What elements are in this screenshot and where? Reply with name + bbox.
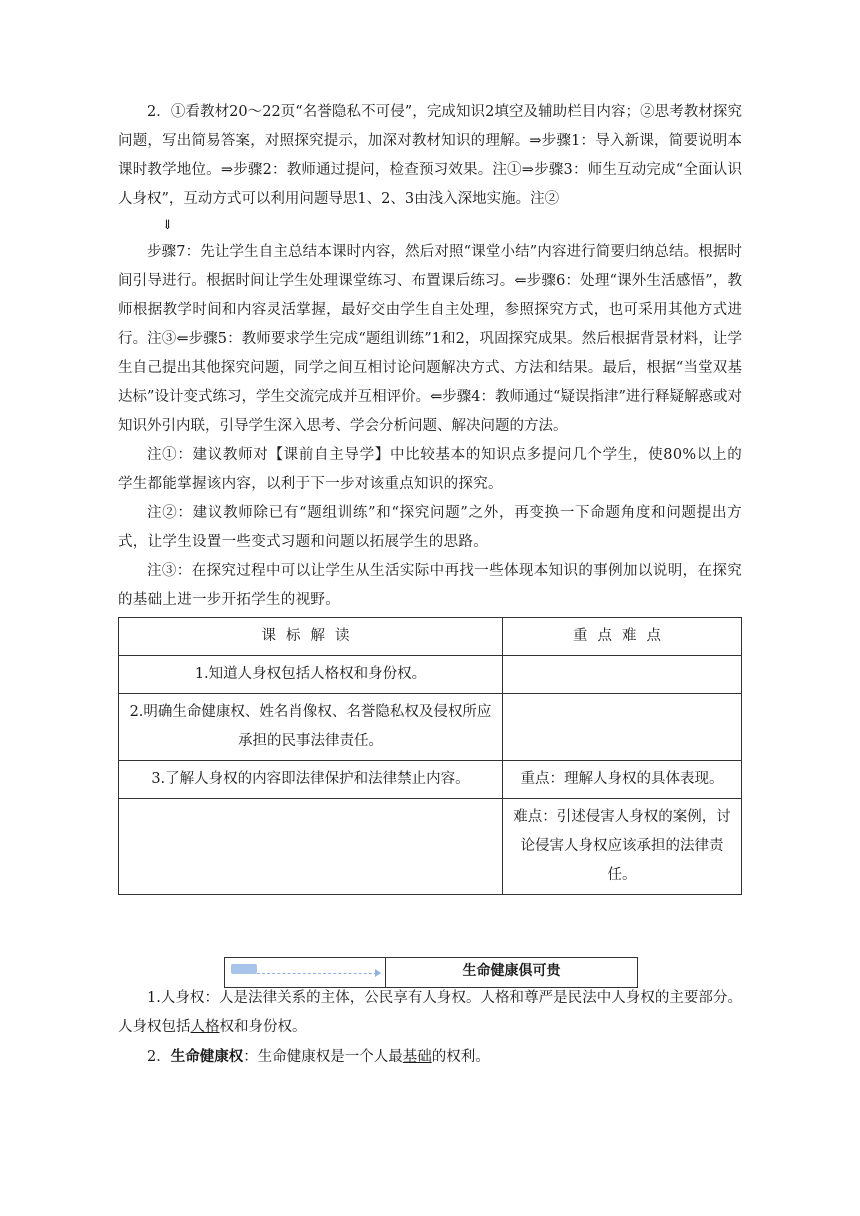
table-cell: 1.知道人身权包括人格权和身份权。 bbox=[119, 656, 503, 694]
header-key-points: 重点难点 bbox=[503, 618, 742, 656]
intro-paragraph-2: 步骤7：先让学生自主总结本课时内容，然后对照“课堂小结”内容进行简要归纳总结。根据时间引导进行。根据时间让学生处理课堂练习、布置课后练习。⇐步骤6：处理“课外生活感悟”，教师根据教学时间和内容灵活掌握，最好交由学生自主处理，参照探究方式，也可采用其他方式进行。注③⇐步骤5：教师要求学生完成“题组训练”1和2，巩固探究成果。然后根据背景材料，让学生自己提出其他探究问题，同学之间互相讨论问题解决方式、方法和结果。最后，根据“当堂双基达标”设计变式练习，学生交流完成并互相评价。⇐步骤4：教师通过“疑误指津”进行释疑解惑或对知识外引内联，引导学生深入思考、学会分析问题、解决问题的方法。 bbox=[118, 244, 742, 434]
knowledge-item-1 bbox=[118, 984, 742, 1042]
section-content bbox=[118, 984, 742, 1072]
dashed-line bbox=[257, 973, 377, 974]
item1-blank-answer: 人格 bbox=[190, 1019, 220, 1035]
curriculum-table bbox=[118, 617, 742, 895]
banner-decoration bbox=[225, 958, 386, 987]
table-row bbox=[119, 799, 742, 895]
header-curriculum: 课标解读 bbox=[119, 618, 503, 656]
item2-text-a: ：生命健康权是一个人最 bbox=[243, 1049, 403, 1065]
item2-number: 2． bbox=[147, 1049, 171, 1065]
note-1: 注①：建议教师对【课前自主导学】中比较基本的知识点多提问几个学生，使80%以上的学生都能掌握该内容，以利于下一步对该重点知识的探究。 bbox=[118, 447, 742, 492]
table-cell bbox=[119, 799, 503, 895]
table-row bbox=[119, 694, 742, 761]
item2-label: 生命健康权 bbox=[170, 1048, 244, 1065]
table-header-row bbox=[119, 618, 742, 656]
item1-text-a: 1.人身权：人是法律关系的主体，公民享有人身权。人格和尊严是民法中人身权的主要部分。人身权包括 bbox=[118, 990, 742, 1035]
table-cell bbox=[503, 656, 742, 694]
table-cell: 重点：理解人身权的具体表现。 bbox=[503, 761, 742, 799]
item2-blank-answer: 基础 bbox=[402, 1049, 432, 1065]
note-2: 注②：建议教师除已有“题组训练”和“探究问题”之外，再变换一下命题角度和问题提出方式，让学生设置一些变式习题和问题以拓展学生的思路。 bbox=[118, 505, 742, 550]
table-cell bbox=[503, 694, 742, 761]
item1-text-b: 权和身份权。 bbox=[219, 1019, 307, 1035]
table-row bbox=[119, 761, 742, 799]
table-cell: 2.明确生命健康权、姓名肖像权、名誉隐私权及侵权所应承担的民事法律责任。 bbox=[119, 694, 503, 761]
table-cell: 3.了解人身权的内容即法律保护和法律禁止内容。 bbox=[119, 761, 503, 799]
arrow-right-icon bbox=[375, 969, 381, 977]
note-3: 注③：在探究过程中可以让学生从生活实际中再找一些体现本知识的事例加以说明，在探究的基础上进一步开拓学生的视野。 bbox=[118, 563, 742, 608]
tag-icon bbox=[231, 964, 257, 974]
table-row bbox=[119, 656, 742, 694]
knowledge-item-2 bbox=[118, 1042, 742, 1072]
intro-paragraph-1: 2．①看教材20～22页“名誉隐私不可侵”，完成知识2填空及辅助栏目内容；②思考教材探究问题，写出简易答案，对照探究提示，加深对教材知识的理解。⇒步骤1：导入新课，简要说明本课时教学地位。⇒步骤2：教师通过提问，检查预习效果。注①⇒步骤3：师生互动完成“全面认识人身权”，互动方式可以利用问题导思1、2、3由浅入深地实施。注② bbox=[118, 104, 742, 207]
down-arrow-icon: ⇓ bbox=[162, 218, 173, 233]
item2-text-b: 的权利。 bbox=[431, 1049, 490, 1065]
table-cell: 难点：引述侵害人身权的案例，讨论侵害人身权应该承担的法律责任。 bbox=[503, 799, 742, 895]
document-body bbox=[118, 98, 742, 895]
section-title: 生命健康俱可贵 bbox=[462, 963, 561, 979]
